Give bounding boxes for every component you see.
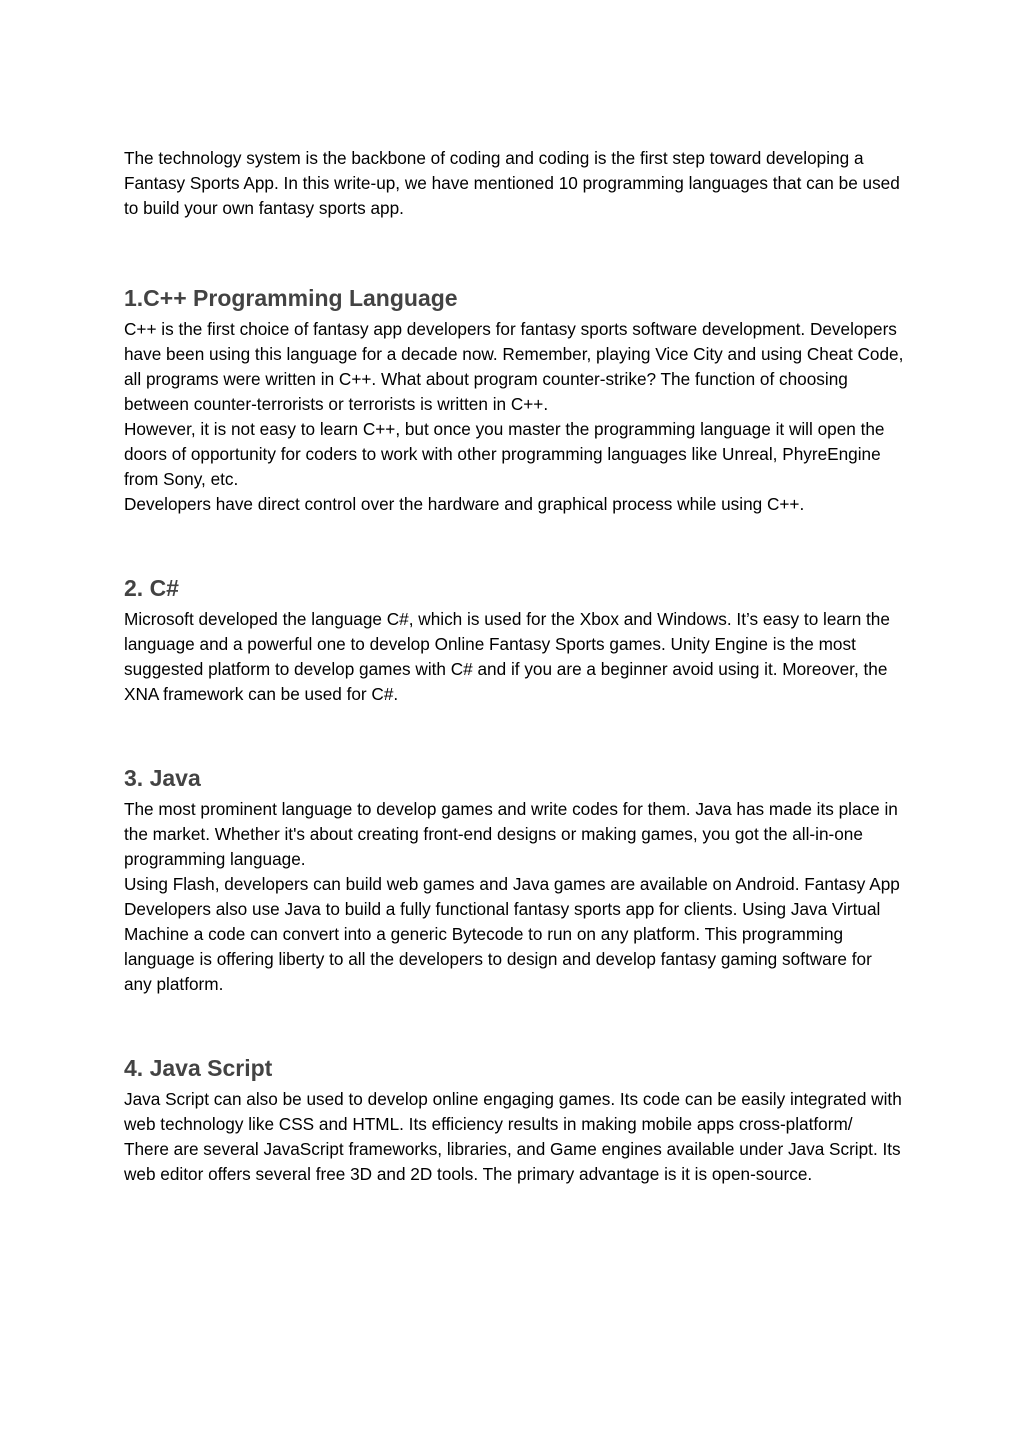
section-title: 3. Java <box>124 765 201 791</box>
section-paragraph: Java Script can also be used to develop online engaging games. Its code can be easily integrated with web technology like CSS and HTML. Its efficiency results in making mobile apps cross-platform/ <box>124 1089 902 1134</box>
section-paragraph: C++ is the first choice of fantasy app developers for fantasy sports software development. Developers have been using this language for a decade now. Remember, playing Vice City and using Cheat Code, all programs were written in C++. What about program counter-strike? The function of choosing between counter-terrorists or terrorists is written in C++. <box>124 319 904 414</box>
section-title: 2. C# <box>124 575 179 601</box>
section-paragraph: However, it is not easy to learn C++, but once you master the programming language it will open the doors of opportunity for coders to work with other programming languages like Unreal, PhyreEngine from Sony, etc. <box>124 419 885 489</box>
section-cpp <box>124 283 904 517</box>
section-title: 1.C++ Programming Language <box>124 285 458 311</box>
document-page <box>124 146 904 1243</box>
section-paragraph: Using Flash, developers can build web games and Java games are available on Android. Fantasy App Developers also use Java to build a fully functional fantasy sports app for clients. Using Java Virtual Machine a code can convert into a generic Bytecode to run on any platform. This programming language is offering liberty to all the developers to design and develop fantasy gaming software for any platform. <box>124 874 900 994</box>
section-paragraph: Microsoft developed the language C#, which is used for the Xbox and Windows. It’s easy to learn the language and a powerful one to develop Online Fantasy Sports games. Unity Engine is the most suggested platform to develop games with C# and if you are a beginner avoid using it. Moreover, the XNA framework can be used for C#. <box>124 609 890 704</box>
section-paragraph: Developers have direct control over the hardware and graphical process while using C++. <box>124 494 805 514</box>
section-title: 4. Java Script <box>124 1055 273 1081</box>
section-paragraph: There are several JavaScript frameworks, libraries, and Game engines available under Java Script. Its web editor offers several free 3D and 2D tools. The primary advantage is it is open-source. <box>124 1139 901 1184</box>
section-csharp <box>124 573 904 707</box>
intro-paragraph: The technology system is the backbone of coding and coding is the first step toward developing a Fantasy Sports App. In this write-up, we have mentioned 10 programming languages that can be used to build your own fantasy sports app. <box>124 148 900 218</box>
section-javascript <box>124 1053 904 1187</box>
section-paragraph: The most prominent language to develop games and write codes for them. Java has made its place in the market. Whether it's about creating front-end designs or making games, you got the all-in-one programming language. <box>124 799 898 869</box>
section-java <box>124 763 904 997</box>
